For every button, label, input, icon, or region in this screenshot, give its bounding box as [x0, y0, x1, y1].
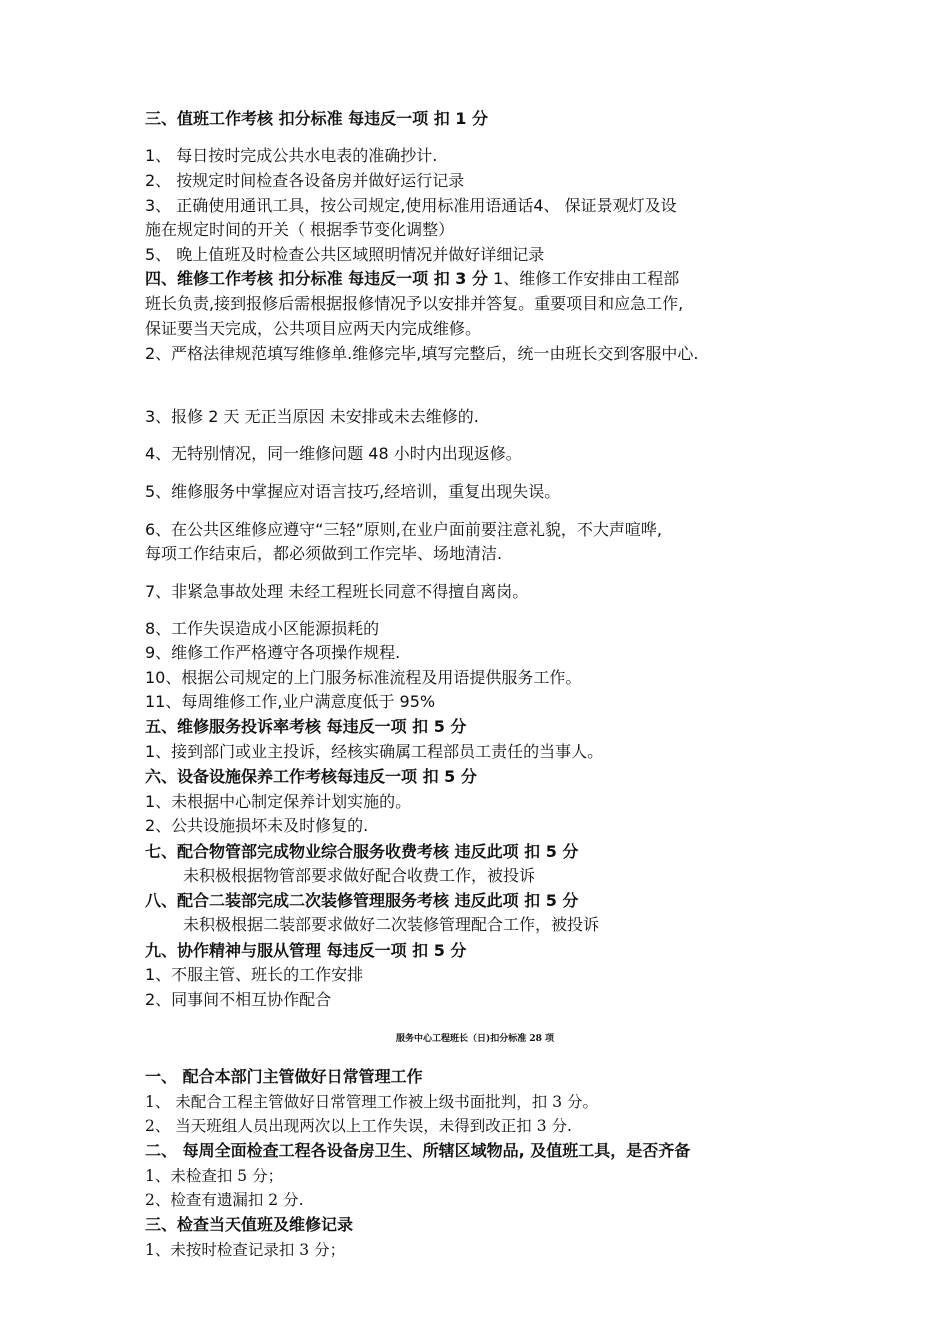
list-item: 1、未根据中心制定保养计划实施的。 — [145, 792, 412, 811]
list-item: 2、 按规定时间检查各设备房并做好运行记录 — [145, 171, 465, 190]
list-item: 施在规定时间的开关（ 根据季节变化调整） — [145, 220, 455, 239]
list-item: 3、报修 2 天 无正当原因 未安排或未去维修的. — [145, 407, 479, 426]
list-item: 每项工作结束后，都必须做到工作完毕、场地清洁. — [145, 544, 503, 563]
section-heading-repair — [145, 268, 679, 290]
list-item: 2、公共设施损坏未及时修复的. — [145, 816, 369, 835]
list-item: 1、未检查扣 5 分； — [145, 1167, 284, 1185]
section-heading-management: 一、 配合本部门主管做好日常管理工作 — [145, 1067, 423, 1086]
list-item: 2、检查有遗漏扣 2 分. — [145, 1191, 304, 1209]
list-item: 2、同事间不相互协作配合 — [145, 990, 332, 1009]
list-item: 1、接到部门或业主投诉，经核实确属工程部员工责任的当事人。 — [145, 742, 604, 761]
list-item: 11、每周维修工作,业户满意度低于 95% — [145, 692, 436, 711]
list-item: 6、在公共区维修应遵守“三轻”原则,在业户面前要注意礼貌，不大声喧哗, — [145, 520, 662, 539]
list-item: 2、 当天班组人员出现两次以上工作失误，未得到改正扣 3 分. — [145, 1117, 572, 1135]
section-heading-maintenance: 六、设备设施保养工作考核每违反一项 扣 5 分 — [145, 767, 477, 786]
section-heading-inspection: 二、 每周全面检查工程各设备房卫生、所辖区域物品, 及值班工具，是否齐备 — [145, 1141, 691, 1160]
list-item: 7、非紧急事故处理 未经工程班长同意不得擅自离岗。 — [145, 582, 529, 601]
list-item: 未积极根据二装部要求做好二次装修管理配合工作，被投诉 — [183, 915, 600, 934]
list-item: 1、未按时检查记录扣 3 分； — [145, 1241, 346, 1259]
section-heading-renovation: 八、配合二装部完成二次装修管理服务考核 违反此项 扣 5 分 — [145, 891, 579, 910]
list-item: 4、无特别情况，同一维修问题 48 小时内出现返修。 — [145, 444, 522, 463]
list-item: 未积极根据物管部要求做好配合收费工作，被投诉 — [183, 866, 536, 885]
page-title: 服务中心工程班长（日)扣分标准 28 项 — [395, 1034, 555, 1044]
list-item: 2、严格法律规范填写维修单.维修完毕,填写完整后，统一由班长交到客服中心. — [145, 344, 699, 363]
list-item: 5、维修服务中掌握应对语言技巧,经培训，重复出现失误。 — [145, 482, 561, 501]
list-item: 5、 晚上值班及时检查公共区域照明情况并做好详细记录 — [145, 245, 545, 264]
list-item: 8、工作失误造成小区能源损耗的 — [145, 619, 380, 638]
list-item: 1、 每日按时完成公共水电表的准确抄计. — [145, 146, 438, 165]
section-heading-cooperation: 九、协作精神与服从管理 每违反一项 扣 5 分 — [145, 941, 467, 960]
section-heading-duty: 三、值班工作考核 扣分标准 每违反一项 扣 1 分 — [145, 109, 488, 128]
section-heading-complaint: 五、维修服务投诉率考核 每违反一项 扣 5 分 — [145, 717, 467, 736]
list-item: 1、不服主管、班长的工作安排 — [145, 965, 364, 984]
list-item: 1、维修工作安排由工程部 — [488, 269, 680, 288]
section-heading-repair-title: 四、维修工作考核 扣分标准 每违反一项 扣 3 分 — [145, 269, 488, 288]
list-item: 1、 未配合工程主管做好日常管理工作被上级书面批判，扣 3 分。 — [145, 1093, 599, 1111]
list-item: 3、 正确使用通讯工具，按公司规定,使用标准用语通话4、 保证景观灯及设 — [145, 196, 677, 215]
section-heading-fee: 七、配合物管部完成物业综合服务收费考核 违反此项 扣 5 分 — [145, 842, 579, 861]
list-item: 班长负责,接到报修后需根据报修情况予以安排并答复。重要项目和应急工作, — [145, 294, 684, 313]
list-item: 9、维修工作严格遵守各项操作规程. — [145, 643, 401, 662]
section-heading-records: 三、检查当天值班及维修记录 — [145, 1215, 354, 1234]
list-item: 保证要当天完成，公共项目应两天内完成维修。 — [145, 319, 482, 338]
list-item: 10、根据公司规定的上门服务标准流程及用语提供服务工作。 — [145, 668, 582, 687]
